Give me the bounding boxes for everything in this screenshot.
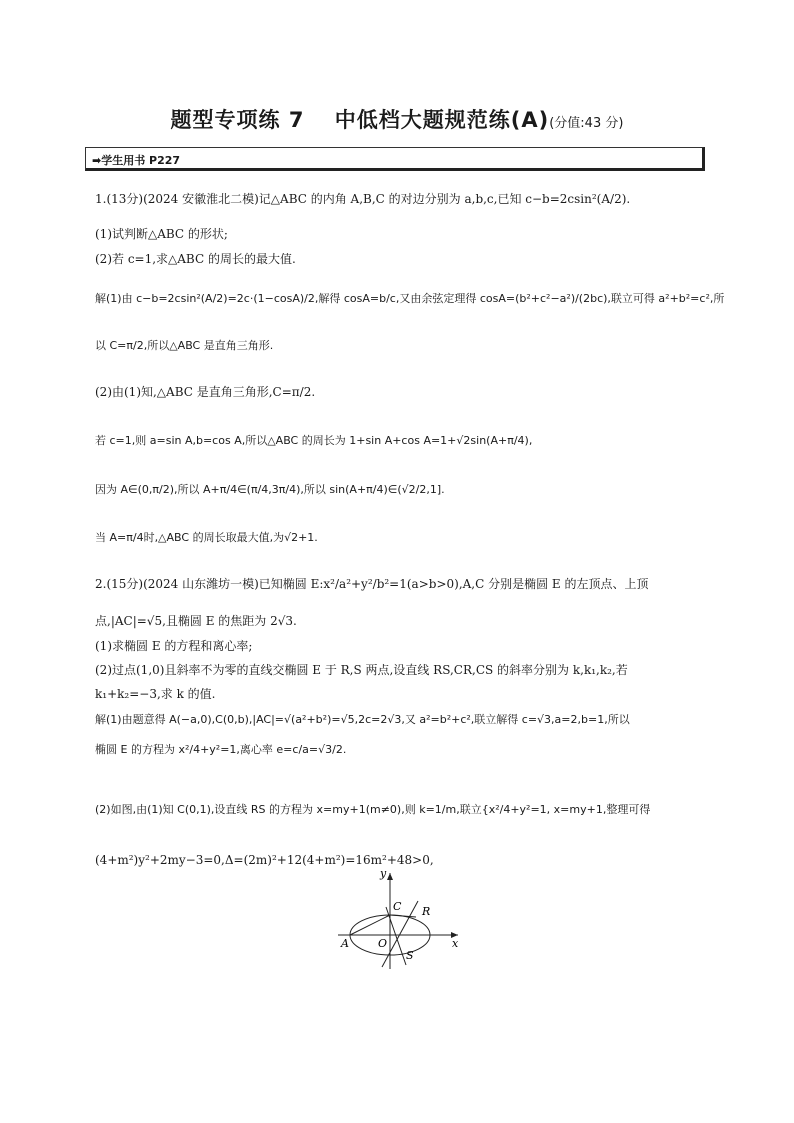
problem1-stem: 1.(13分)(2024 安徽淮北二模)记△ABC 的内角 A,B,C 的对边分别为 a,b,c,已知 c−b=2csin²(A/2).	[95, 192, 631, 206]
problem1-solution2-line4: 当 A=π/4时,△ABC 的周长取最大值,为√2+1.	[95, 531, 318, 544]
problem2-solution1-line1: 解(1)由题意得 A(−a,0),C(0,b),|AC|=√(a²+b²)=√5,2c=2√3,又 a²=b²+c²,联立解得 c=√3,a=2,b=1,所以	[95, 713, 630, 726]
label-o: O	[378, 937, 388, 950]
label-a: A	[341, 937, 349, 950]
title-score: (分值:43 分)	[549, 116, 624, 131]
problem1-q2: (2)若 c=1,求△ABC 的周长的最大值.	[95, 252, 296, 266]
title-main: 题型专项练 7 中低档大题规范练(A)	[170, 108, 550, 132]
label-r: R	[422, 905, 431, 918]
problem2-q1: (1)求椭圆 E 的方程和离心率;	[95, 639, 253, 653]
problem2-solution2-line1: (2)如图,由(1)知 C(0,1),设直线 RS 的方程为 x=my+1(m≠0),则 k=1/m,联立{x²/4+y²=1, x=my+1,整理可得	[95, 803, 651, 816]
book-reference-bar	[85, 147, 705, 171]
problem1-solution2-line3: 因为 A∈(0,π/2),所以 A+π/4∈(π/4,3π/4),所以 sin(A+π/4)∈(√2/2,1].	[95, 483, 445, 496]
problem2-q2-line2: k₁+k₂=−3,求 k 的值.	[95, 687, 216, 701]
label-s: S	[406, 949, 414, 962]
problem1-solution2-line1: (2)由(1)知,△ABC 是直角三角形,C=π/2.	[95, 385, 316, 399]
book-reference: ➡学生用书 P227	[92, 154, 181, 167]
problem2-stem-line1: 2.(15分)(2024 山东潍坊一模)已知椭圆 E:x²/a²+y²/b²=1(a>b>0),A,C 分别是椭圆 E 的左顶点、上顶	[95, 577, 649, 591]
segment-cr	[390, 915, 416, 917]
problem1-q1: (1)试判断△ABC 的形状;	[95, 227, 228, 241]
label-x: x	[452, 937, 459, 950]
label-y: y	[380, 867, 387, 880]
problem1-solution2-line2: 若 c=1,则 a=sin A,b=cos A,所以△ABC 的周长为 1+sin A+cos A=1+√2sin(A+π/4),	[95, 434, 533, 447]
problem2-q2-line1: (2)过点(1,0)且斜率不为零的直线交椭圆 E 于 R,S 两点,设直线 RS,CR,CS 的斜率分别为 k,k₁,k₂,若	[95, 663, 628, 677]
label-c: C	[393, 900, 402, 913]
problem2-solution1-line2: 椭圆 E 的方程为 x²/4+y²=1,离心率 e=c/a=√3/2.	[95, 743, 347, 756]
page-title	[0, 104, 794, 134]
ellipse-figure	[330, 865, 470, 973]
problem2-stem-line2: 点,|AC|=√5,且椭圆 E 的焦距为 2√3.	[95, 614, 297, 628]
problem1-solution1-line2: 以 C=π/2,所以△ABC 是直角三角形.	[95, 339, 274, 352]
problem2-solution2-line2: (4+m²)y²+2my−3=0,Δ=(2m)²+12(4+m²)=16m²+48>0,	[95, 853, 434, 867]
y-axis-arrow	[387, 873, 393, 880]
problem1-solution1-line1: 解(1)由 c−b=2csin²(A/2)=2c·(1−cosA)/2,解得 cosA=b/c,又由余弦定理得 cosA=(b²+c²−a²)/(2bc),联立可得 a²+b²=c²,所	[95, 292, 725, 305]
